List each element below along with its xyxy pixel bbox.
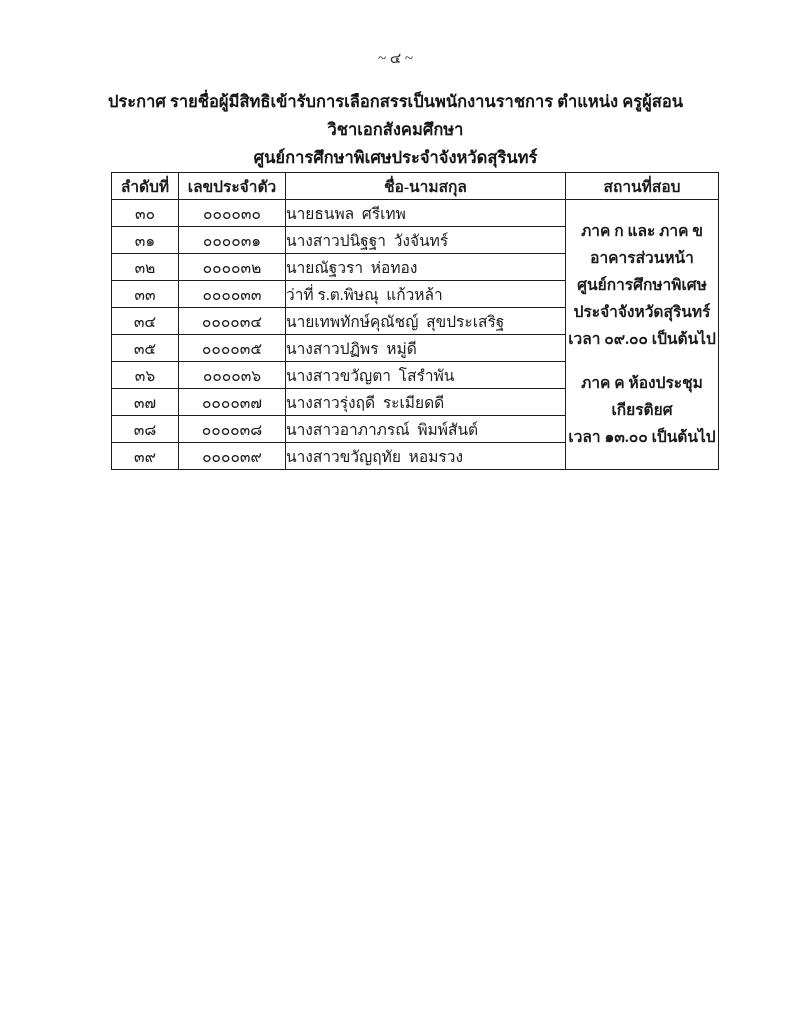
cell-id: ๐๐๐๐๓๗ bbox=[179, 389, 286, 416]
cell-name: นางสาวอาภาภรณ์ พิมพ์สันต์ bbox=[286, 416, 566, 443]
cell-no: ๓๑ bbox=[112, 227, 179, 254]
col-header-location: สถานที่สอบ bbox=[566, 173, 719, 200]
col-header-name: ชื่อ-นามสกุล bbox=[286, 173, 566, 200]
location-line: ศูนย์การศึกษาพิเศษ bbox=[577, 277, 707, 294]
cell-no: ๓๒ bbox=[112, 254, 179, 281]
cell-id: ๐๐๐๐๓๑ bbox=[179, 227, 286, 254]
location-line: ประจำจังหวัดสุรินทร์ bbox=[573, 304, 711, 321]
cell-id: ๐๐๐๐๓๓ bbox=[179, 281, 286, 308]
cell-no: ๓๗ bbox=[112, 389, 179, 416]
cell-id: ๐๐๐๐๓๐ bbox=[179, 200, 286, 227]
cell-id: ๐๐๐๐๓๖ bbox=[179, 362, 286, 389]
location-cell bbox=[566, 200, 719, 470]
location-line: อาคารส่วนหน้า bbox=[590, 250, 694, 267]
cell-id: ๐๐๐๐๓๕ bbox=[179, 335, 286, 362]
title-line-3: ศูนย์การศึกษาพิเศษประจำจังหวัดสุรินทร์ bbox=[253, 148, 538, 167]
location-line: เกียรติยศ bbox=[611, 402, 673, 419]
cell-name: นางสาวขวัญตา โสรำพัน bbox=[286, 362, 566, 389]
cell-no: ๓๐ bbox=[112, 200, 179, 227]
cell-name: นางสาวปฏิพร หมู่ดี bbox=[286, 335, 566, 362]
cell-name: ว่าที่ ร.ต.พิษณุ แก้วหล้า bbox=[286, 281, 566, 308]
cell-no: ๓๙ bbox=[112, 443, 179, 470]
location-block-afternoon bbox=[566, 370, 718, 451]
location-line: เวลา ๑๓.๐๐ เป็นต้นไป bbox=[568, 429, 716, 446]
location-line: ภาค ก และ ภาค ข bbox=[581, 223, 703, 240]
cell-no: ๓๘ bbox=[112, 416, 179, 443]
title-line-1: ประกาศ รายชื่อผู้มีสิทธิเข้ารับการเลือกสรรเป็นพนักงานราชการ ตำแหน่ง ครูผู้สอน bbox=[107, 92, 684, 111]
cell-name: นายณัฐวรา ห่อทอง bbox=[286, 254, 566, 281]
cell-name: นายเทพทักษ์คุณัชญ์ สุขประเสริฐ bbox=[286, 308, 566, 335]
cell-name: นางสาวขวัญฤทัย หอมรวง bbox=[286, 443, 566, 470]
cell-name: นายธนพล ศรีเทพ bbox=[286, 200, 566, 227]
cell-id: ๐๐๐๐๓๒ bbox=[179, 254, 286, 281]
cell-name: นางสาวรุ่งฤดี ระเมียดดี bbox=[286, 389, 566, 416]
cell-id: ๐๐๐๐๓๔ bbox=[179, 308, 286, 335]
title-line-2: วิชาเอกสังคมศึกษา bbox=[327, 120, 464, 139]
location-line: ภาค ค ห้องประชุม bbox=[581, 375, 703, 392]
table-header-row bbox=[112, 173, 719, 200]
cell-no: ๓๔ bbox=[112, 308, 179, 335]
cell-id: ๐๐๐๐๓๘ bbox=[179, 416, 286, 443]
col-header-id: เลขประจำตัว bbox=[179, 173, 286, 200]
col-header-no: ลำดับที่ bbox=[112, 173, 179, 200]
cell-name: นางสาวปนิฐฐา วังจันทร์ bbox=[286, 227, 566, 254]
page-number: ~ ๔ ~ bbox=[377, 51, 414, 67]
candidate-table bbox=[111, 172, 719, 470]
location-line: เวลา ๐๙.๐๐ เป็นต้นไป bbox=[568, 331, 716, 348]
location-block-morning bbox=[566, 218, 718, 353]
table-row bbox=[112, 200, 719, 227]
title-block bbox=[0, 88, 791, 172]
cell-no: ๓๖ bbox=[112, 362, 179, 389]
cell-no: ๓๓ bbox=[112, 281, 179, 308]
cell-no: ๓๕ bbox=[112, 335, 179, 362]
cell-id: ๐๐๐๐๓๙ bbox=[179, 443, 286, 470]
